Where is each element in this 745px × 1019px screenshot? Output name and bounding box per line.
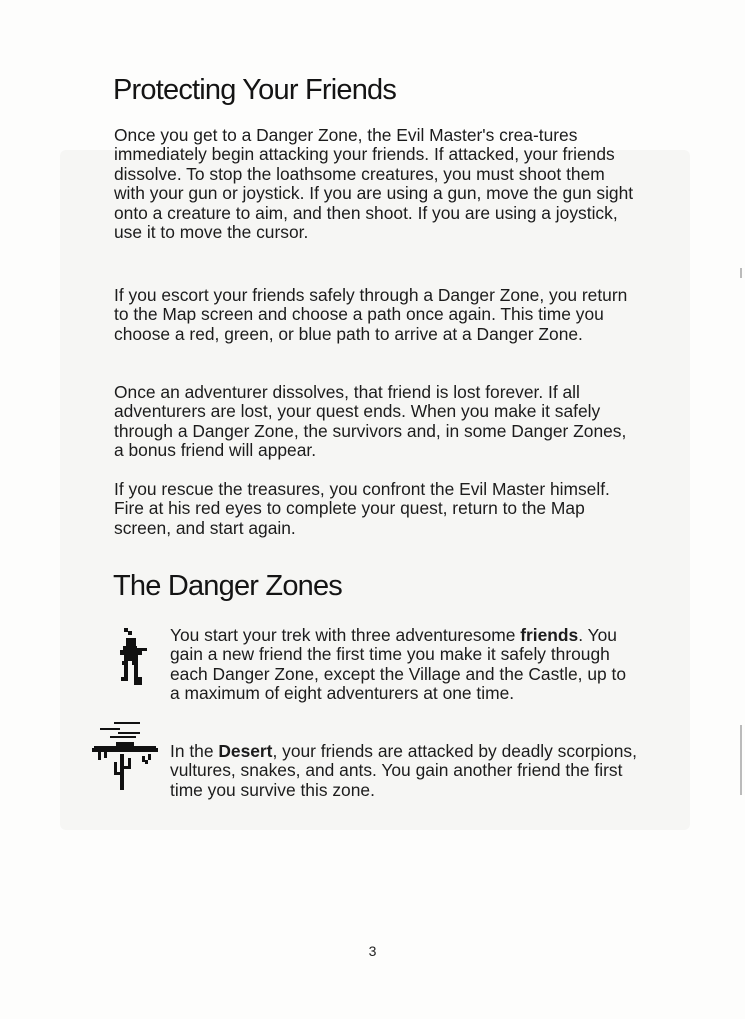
desert-icon (92, 722, 158, 794)
zone-friends-text-end: . You gain a new friend the first time you make it safely through each Danger Zone, except the Village and the Castle, up to a maximum of eight adventurers at one time. (170, 625, 627, 704)
zone-friends-keyword: friends (520, 625, 579, 645)
zone-desert-keyword: Desert (218, 741, 273, 761)
scan-edge-mark (740, 725, 742, 795)
scan-edge-mark (740, 268, 742, 278)
zone-desert-text-start: In the (170, 741, 219, 761)
zone-friends-text (170, 626, 640, 704)
zone-desert-text-end: , your friends are attacked by deadly scorpions, vultures, snakes, and ants. You gain another friend the first time you survive this zone. (170, 741, 637, 800)
section-heading-protecting: Protecting Your Friends (113, 74, 397, 106)
paragraph-2: If you escort your friends safely through a Danger Zone, you return to the Map screen and choose a path once again. This time you choose a red, green, or blue path to arrive at a Danger Zone. (114, 285, 628, 344)
page-number: 3 (368, 943, 377, 959)
paragraph-4: If you rescue the treasures, you confront the Evil Master himself. Fire at his red eyes to complete your quest, return to the Map screen, and start again. (114, 479, 610, 538)
paragraph-1: Once you get to a Danger Zone, the Evil Master's crea-tures immediately begin attacking your friends. If attacked, your friends dissolve. To stop the loathsome creatures, you must shoot them with your gun or joystick. If you are using a gun, move the gun sight onto a creature to aim, and then shoot. If you are using a joystick, use it to move the cursor. (114, 125, 634, 243)
adventurer-icon (114, 628, 154, 692)
section-heading-danger-zones: The Danger Zones (113, 570, 342, 602)
paragraph-3: Once an adventurer dissolves, that friend is lost forever. If all adventurers are lost, your quest ends. When you make it safely through a Danger Zone, the survivors and, in some Danger Zones, a bonus friend will appear. (114, 382, 627, 461)
zone-friends-text-start: You start your trek with three adventuresome (170, 625, 521, 645)
zone-desert-text (170, 742, 640, 800)
